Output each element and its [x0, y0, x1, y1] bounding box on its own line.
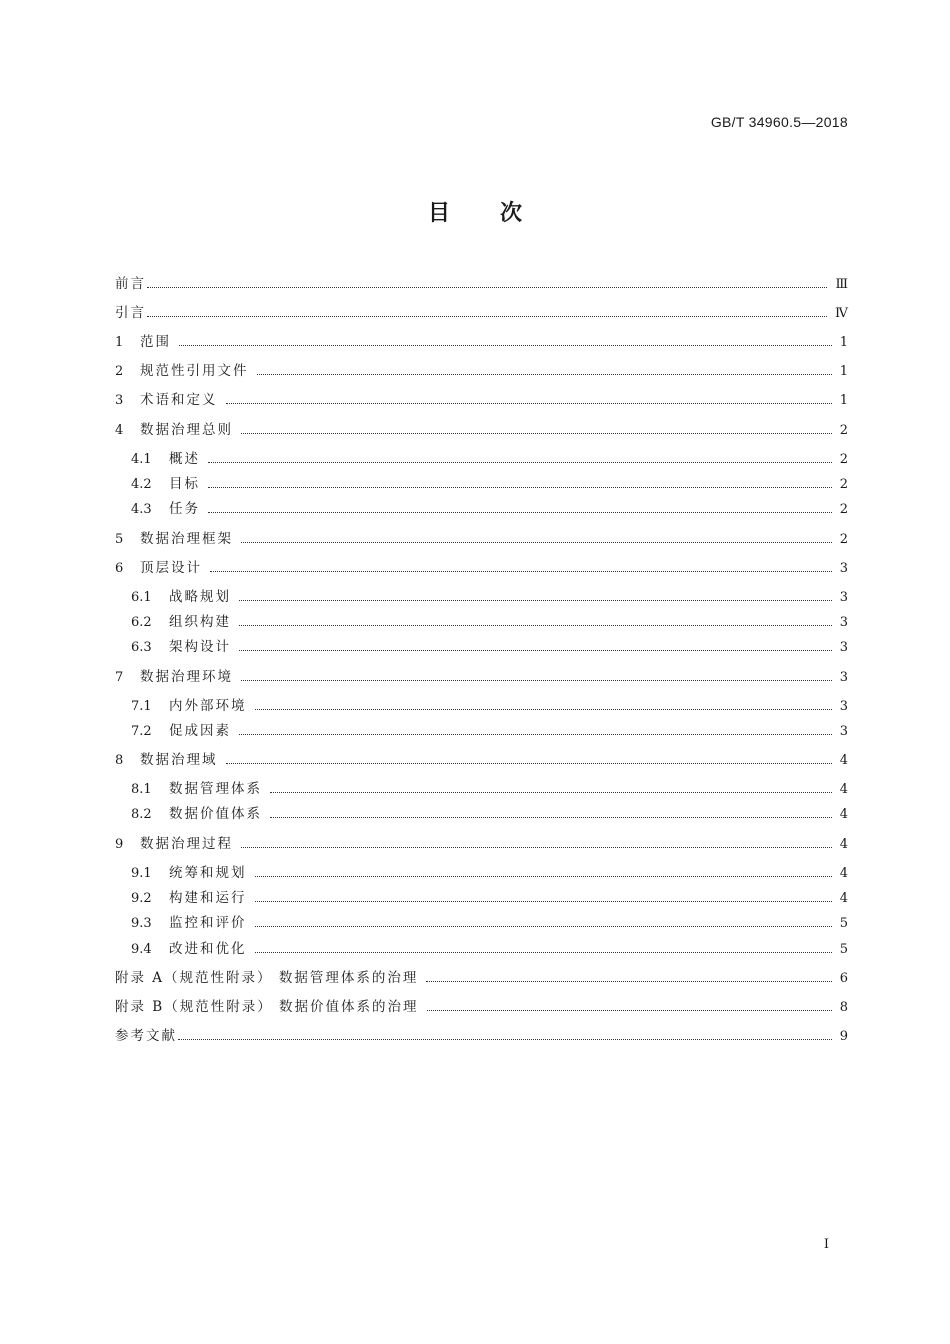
dot-leader — [178, 1039, 832, 1040]
table-of-contents — [115, 0, 848, 1100]
toc-entry-page: 4 — [839, 891, 848, 906]
toc-entry-number: 6.3 — [131, 640, 152, 655]
page-number: I — [823, 1237, 829, 1252]
toc-entry-label: 统筹和规划 — [169, 865, 247, 881]
toc-entry-page: 2 — [839, 532, 848, 547]
dot-leader — [210, 571, 832, 572]
toc-entry-9[interactable] — [115, 834, 848, 855]
toc-entry-number: 6 — [115, 561, 124, 576]
toc-entry-label: 构建和运行 — [169, 890, 247, 906]
toc-entry-page: 3 — [839, 615, 848, 630]
toc-entry-number: 1 — [115, 335, 124, 350]
toc-entry-page: 4 — [839, 837, 848, 852]
toc-entry-page: 3 — [839, 590, 848, 605]
dot-leader — [241, 542, 832, 543]
dot-leader — [226, 403, 832, 404]
toc-entry-label: 目标 — [169, 476, 200, 492]
dot-leader — [147, 316, 827, 317]
toc-entry-label: 监控和评价 — [169, 915, 247, 931]
toc-entry-label: 附录 B（规范性附录） 数据价值体系的治理 — [115, 999, 419, 1015]
toc-entry-page: 1 — [839, 335, 848, 350]
toc-entry-3[interactable] — [115, 390, 848, 411]
toc-entry-number: 8.1 — [131, 782, 152, 797]
toc-entry-7-2[interactable] — [131, 721, 848, 742]
toc-entry-foreword[interactable] — [115, 274, 848, 295]
toc-entry-number: 2 — [115, 364, 124, 379]
toc-entry-label: 数据治理过程 — [140, 836, 233, 852]
dot-leader — [208, 487, 832, 488]
toc-entry-label: 引言 — [115, 305, 146, 321]
toc-entry-number: 9.3 — [131, 916, 152, 931]
toc-entry-4[interactable] — [115, 420, 848, 441]
dot-leader — [255, 952, 832, 953]
toc-entry-label: 规范性引用文件 — [140, 363, 249, 379]
dot-leader — [239, 600, 832, 601]
toc-entry-page: 2 — [839, 477, 848, 492]
toc-entry-label: 顶层设计 — [140, 560, 202, 576]
dot-leader — [239, 734, 832, 735]
toc-entry-4-1[interactable] — [131, 449, 848, 470]
toc-entry-9-4[interactable] — [131, 939, 848, 960]
toc-entry-7[interactable] — [115, 667, 848, 688]
toc-entry-page: 6 — [839, 971, 848, 986]
toc-entry-number: 9.1 — [131, 866, 152, 881]
toc-entry-page: 4 — [839, 866, 848, 881]
toc-entry-label: 内外部环境 — [169, 698, 247, 714]
toc-entry-page: 8 — [839, 1000, 848, 1015]
toc-entry-number: 7.1 — [131, 699, 152, 714]
toc-entry-annex-a[interactable] — [115, 968, 848, 989]
toc-entry-page: 3 — [839, 670, 848, 685]
toc-entry-label: 任务 — [169, 501, 200, 517]
toc-entry-number: 6.2 — [131, 615, 152, 630]
toc-entry-number: 6.1 — [131, 590, 152, 605]
toc-entry-page: 3 — [839, 640, 848, 655]
toc-entry-6-1[interactable] — [131, 587, 848, 608]
toc-entry-2[interactable] — [115, 361, 848, 382]
toc-entry-page: 4 — [839, 753, 848, 768]
toc-entry-page: 2 — [839, 452, 848, 467]
dot-leader — [226, 763, 832, 764]
toc-entry-label: 术语和定义 — [140, 392, 218, 408]
toc-entry-page: 9 — [839, 1029, 848, 1044]
toc-entry-number: 9.2 — [131, 891, 152, 906]
toc-entry-introduction[interactable] — [115, 303, 848, 324]
toc-entry-4-3[interactable] — [131, 499, 848, 520]
toc-entry-label: 参考文献 — [115, 1028, 177, 1044]
toc-entry-8-1[interactable] — [131, 779, 848, 800]
toc-entry-page: 2 — [839, 423, 848, 438]
toc-entry-6-3[interactable] — [131, 637, 848, 658]
standard-code: GB/T 34960.5—2018 — [710, 114, 848, 130]
toc-entry-label: 附录 A（规范性附录） 数据管理体系的治理 — [115, 970, 419, 986]
toc-entry-page: 1 — [839, 393, 848, 408]
toc-entry-9-3[interactable] — [131, 913, 848, 934]
dot-leader — [241, 680, 832, 681]
toc-entry-number: 9.4 — [131, 942, 152, 957]
toc-entry-label: 数据治理环境 — [140, 669, 233, 685]
toc-entry-page: Ⅲ — [835, 277, 848, 292]
dot-leader — [255, 876, 832, 877]
toc-entry-7-1[interactable] — [131, 696, 848, 717]
dot-leader — [255, 709, 832, 710]
page-title: 目次 — [427, 201, 572, 226]
dot-leader — [208, 462, 832, 463]
toc-entry-number: 9 — [115, 837, 124, 852]
toc-entry-label: 范围 — [140, 334, 171, 350]
toc-entry-label: 数据治理框架 — [140, 531, 233, 547]
toc-entry-label: 前言 — [115, 276, 146, 292]
toc-entry-number: 4.3 — [131, 502, 152, 517]
toc-entry-label: 战略规划 — [169, 589, 231, 605]
dot-leader — [427, 1010, 832, 1011]
toc-entry-label: 概述 — [169, 451, 200, 467]
toc-entry-bibliography[interactable] — [115, 1026, 848, 1047]
toc-entry-6[interactable] — [115, 558, 848, 579]
toc-entry-page: 4 — [839, 782, 848, 797]
toc-entry-page: 3 — [839, 724, 848, 739]
toc-entry-9-2[interactable] — [131, 888, 848, 909]
toc-entry-label: 数据管理体系 — [169, 781, 262, 797]
toc-entry-number: 7.2 — [131, 724, 152, 739]
toc-entry-8-2[interactable] — [131, 804, 848, 825]
dot-leader — [179, 345, 832, 346]
dot-leader — [426, 981, 831, 982]
toc-entry-page: 4 — [839, 807, 848, 822]
dot-leader — [255, 926, 832, 927]
dot-leader — [270, 792, 832, 793]
toc-entry-4-2[interactable] — [131, 474, 848, 495]
toc-entry-number: 5 — [115, 532, 124, 547]
dot-leader — [257, 374, 832, 375]
toc-entry-5[interactable] — [115, 529, 848, 550]
toc-entry-number: 8 — [115, 753, 124, 768]
toc-entry-label: 数据治理域 — [140, 752, 218, 768]
toc-entry-8[interactable] — [115, 750, 848, 771]
toc-entry-label: 数据价值体系 — [169, 806, 262, 822]
toc-entry-page: 5 — [839, 942, 848, 957]
toc-entry-page: 5 — [839, 916, 848, 931]
toc-entry-label: 组织构建 — [169, 614, 231, 630]
toc-entry-number: 8.2 — [131, 807, 152, 822]
toc-entry-number: 4 — [115, 423, 124, 438]
dot-leader — [255, 901, 832, 902]
toc-entry-page: 3 — [839, 699, 848, 714]
toc-entry-page: 1 — [839, 364, 848, 379]
toc-entry-page: 2 — [839, 502, 848, 517]
toc-entry-6-2[interactable] — [131, 612, 848, 633]
dot-leader — [241, 847, 832, 848]
toc-entry-page: Ⅳ — [835, 306, 848, 321]
dot-leader — [270, 817, 832, 818]
toc-entry-1[interactable] — [115, 332, 848, 353]
dot-leader — [147, 287, 827, 288]
toc-entry-page: 3 — [839, 561, 848, 576]
toc-entry-label: 架构设计 — [169, 639, 231, 655]
toc-entry-label: 改进和优化 — [169, 941, 247, 957]
toc-entry-label: 促成因素 — [169, 723, 231, 739]
toc-entry-number: 3 — [115, 393, 124, 408]
toc-entry-annex-b[interactable] — [115, 997, 848, 1018]
toc-entry-label: 数据治理总则 — [140, 422, 233, 438]
toc-entry-9-1[interactable] — [131, 863, 848, 884]
toc-entry-number: 4.1 — [131, 452, 152, 467]
toc-entry-number: 7 — [115, 670, 124, 685]
toc-entry-number: 4.2 — [131, 477, 152, 492]
dot-leader — [239, 650, 832, 651]
dot-leader — [208, 512, 832, 513]
dot-leader — [239, 625, 832, 626]
dot-leader — [241, 433, 832, 434]
